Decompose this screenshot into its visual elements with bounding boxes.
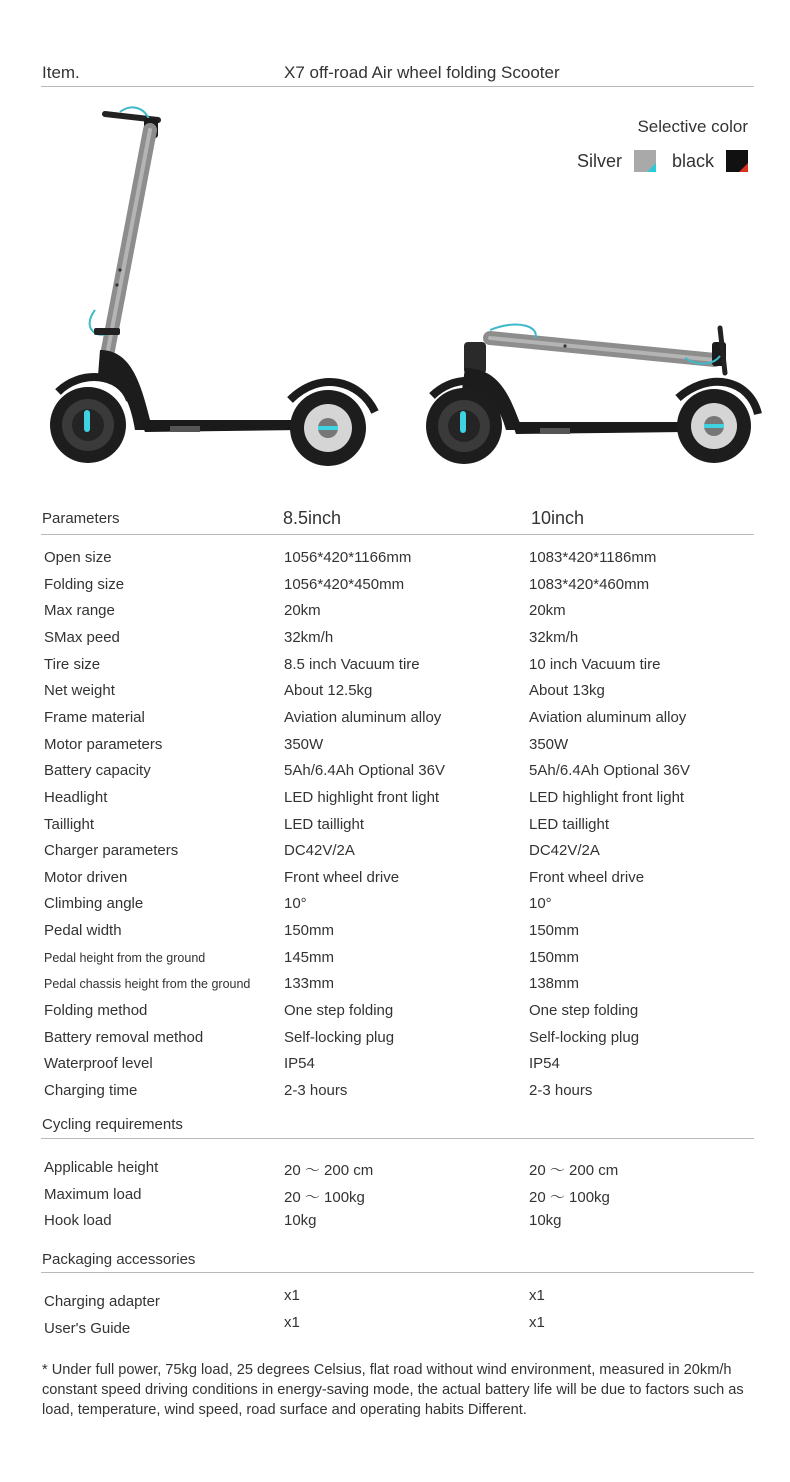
row-value-10inch: 20km (529, 602, 566, 620)
table-row (0, 656, 790, 683)
table-row (0, 736, 790, 763)
row-value-10inch: Aviation aluminum alloy (529, 708, 687, 726)
color-option-black-label: black (671, 150, 714, 171)
row-label: Climbing angle (44, 895, 144, 913)
table-row (0, 1002, 790, 1029)
table-row (0, 869, 790, 896)
row-value-8-5inch: x1 (284, 1287, 300, 1304)
row-label: Hook load (44, 1212, 112, 1230)
table-row (0, 1287, 790, 1314)
row-label: Charger parameters (44, 842, 179, 860)
table-row (0, 1055, 790, 1082)
row-value-8-5inch: 10° (284, 895, 307, 913)
table-row (0, 922, 790, 949)
table-row (0, 629, 790, 656)
row-value-8-5inch: 350W (284, 735, 324, 753)
row-label: Net weight (44, 682, 115, 700)
row-value-8-5inch: 5Ah/6.4Ah Optional 36V (284, 762, 445, 780)
row-label: Pedal width (44, 922, 122, 940)
row-label: Maximum load (44, 1185, 142, 1203)
scooter-unfolded-image (40, 100, 385, 470)
row-value-8-5inch: One step folding (284, 1002, 394, 1020)
table-row (0, 895, 790, 922)
row-label: Taillight (44, 815, 95, 833)
row-value-10inch: 350W (529, 735, 569, 753)
table-row (0, 682, 790, 709)
row-value-10inch: 10kg (529, 1212, 562, 1230)
black-swatch[interactable] (726, 150, 748, 172)
row-value-10inch: IP54 (529, 1055, 560, 1073)
table-row (0, 1186, 790, 1213)
row-label: Motor driven (44, 868, 128, 886)
row-value-10inch: 2-3 hours (529, 1082, 593, 1099)
table-row (0, 975, 790, 1002)
cycling-heading: Cycling requirements (42, 1116, 183, 1133)
row-value-8-5inch: 10kg (284, 1212, 317, 1230)
parameters-divider (41, 534, 754, 535)
row-value-8-5inch: Front wheel drive (284, 868, 400, 886)
item-label: Item. (42, 63, 80, 82)
row-value-8-5inch: Aviation aluminum alloy (284, 708, 442, 726)
table-row (0, 762, 790, 789)
column-8-5inch: 8.5inch (283, 508, 342, 528)
row-value-10inch: 20 ～ 100kg (529, 1188, 610, 1206)
row-value-8-5inch: LED taillight (284, 815, 365, 833)
row-value-10inch: 1083*420*460mm (529, 575, 650, 593)
row-label: Max range (44, 602, 115, 620)
row-label: Waterproof level (44, 1055, 153, 1073)
row-value-8-5inch: 145mm (284, 948, 335, 966)
row-value-8-5inch: 2-3 hours (284, 1082, 348, 1099)
row-value-10inch: About 13kg (529, 682, 605, 700)
table-row (0, 576, 790, 603)
selective-color-label: Selective color (637, 117, 748, 136)
table-row (0, 602, 790, 629)
packaging-divider (41, 1272, 754, 1273)
row-label: Battery removal method (44, 1028, 204, 1046)
table-row (0, 1314, 790, 1341)
table-row (0, 1212, 790, 1239)
packaging-heading: Packaging accessories (42, 1251, 196, 1268)
row-value-8-5inch: 133mm (284, 975, 335, 993)
row-label: SMax peed (44, 628, 120, 646)
row-value-10inch: 150mm (529, 922, 580, 940)
row-value-8-5inch: 1056*420*450mm (284, 575, 405, 593)
row-value-8-5inch: 8.5 inch Vacuum tire (284, 655, 420, 673)
parameters-heading: Parameters (42, 510, 120, 527)
row-value-10inch: x1 (529, 1313, 545, 1331)
row-value-10inch: LED highlight front light (529, 788, 685, 806)
row-label: Folding size (44, 575, 125, 593)
table-row (0, 549, 790, 576)
row-value-8-5inch: 1056*420*1166mm (284, 549, 412, 566)
row-value-8-5inch: DC42V/2A (284, 842, 355, 860)
scooter-folded-image (420, 318, 765, 473)
row-label: Tire size (44, 655, 101, 673)
row-label: User's Guide (44, 1319, 131, 1337)
row-label: Charging adapter (44, 1293, 160, 1310)
color-options (577, 150, 748, 172)
row-value-10inch: 32km/h (529, 628, 579, 646)
table-row (0, 842, 790, 869)
row-value-10inch: One step folding (529, 1002, 639, 1020)
row-value-10inch: 138mm (529, 975, 580, 993)
row-value-10inch: DC42V/2A (529, 842, 600, 860)
row-label: Charging time (44, 1082, 138, 1099)
table-row (0, 1159, 790, 1186)
row-label: Pedal chassis height from the ground (44, 977, 251, 992)
silver-swatch[interactable] (634, 150, 656, 172)
table-row (0, 949, 790, 976)
row-value-8-5inch: About 12.5kg (284, 682, 373, 700)
row-value-8-5inch: 32km/h (284, 628, 334, 646)
row-value-10inch: 20 ～ 200 cm (529, 1162, 619, 1179)
row-label: Frame material (44, 708, 145, 726)
row-value-10inch: x1 (529, 1287, 545, 1304)
row-value-8-5inch: 150mm (284, 922, 335, 940)
row-value-10inch: Front wheel drive (529, 868, 645, 886)
table-row (0, 709, 790, 736)
row-value-10inch: 150mm (529, 948, 580, 966)
row-value-10inch: 1083*420*1186mm (529, 549, 657, 566)
row-value-10inch: Self-locking plug (529, 1028, 640, 1046)
table-row (0, 816, 790, 843)
table-row (0, 789, 790, 816)
row-label: Folding method (44, 1002, 148, 1020)
row-label: Battery capacity (44, 762, 151, 780)
row-value-8-5inch: x1 (284, 1313, 300, 1331)
row-value-10inch: LED taillight (529, 815, 610, 833)
row-value-8-5inch: 20km (284, 602, 321, 620)
row-label: Headlight (44, 788, 108, 806)
column-10inch: 10inch (531, 508, 585, 528)
table-row (0, 1082, 790, 1109)
row-label: Pedal height from the ground (44, 950, 206, 965)
row-value-8-5inch: IP54 (284, 1055, 315, 1073)
row-value-10inch: 10 inch Vacuum tire (529, 655, 661, 673)
header-divider (41, 86, 754, 87)
row-value-8-5inch: 20 ～ 200 cm (284, 1162, 374, 1179)
product-title: X7 off-road Air wheel folding Scooter (284, 63, 560, 82)
row-value-8-5inch: Self-locking plug (284, 1028, 395, 1046)
table-row (0, 1029, 790, 1056)
row-value-10inch: 5Ah/6.4Ah Optional 36V (529, 762, 690, 780)
row-value-10inch: 10° (529, 895, 552, 913)
row-value-8-5inch: LED highlight front light (284, 788, 440, 806)
cycling-divider (41, 1138, 754, 1139)
row-label: Applicable height (44, 1159, 159, 1176)
footnote: * Under full power, 75kg load, 25 degrees Celsius, flat road without wind environment, measured in 20km/h constant speed driving conditions in energy-saving mode, the actual battery life will be due to factors such as load, temperature, wind speed, road surface and operating habits Different. (42, 1362, 744, 1418)
row-value-8-5inch: 20 ～ 100kg (284, 1188, 365, 1206)
color-option-silver-label: Silver (576, 150, 622, 171)
row-label: Open size (44, 549, 112, 566)
row-label: Motor parameters (44, 735, 163, 753)
